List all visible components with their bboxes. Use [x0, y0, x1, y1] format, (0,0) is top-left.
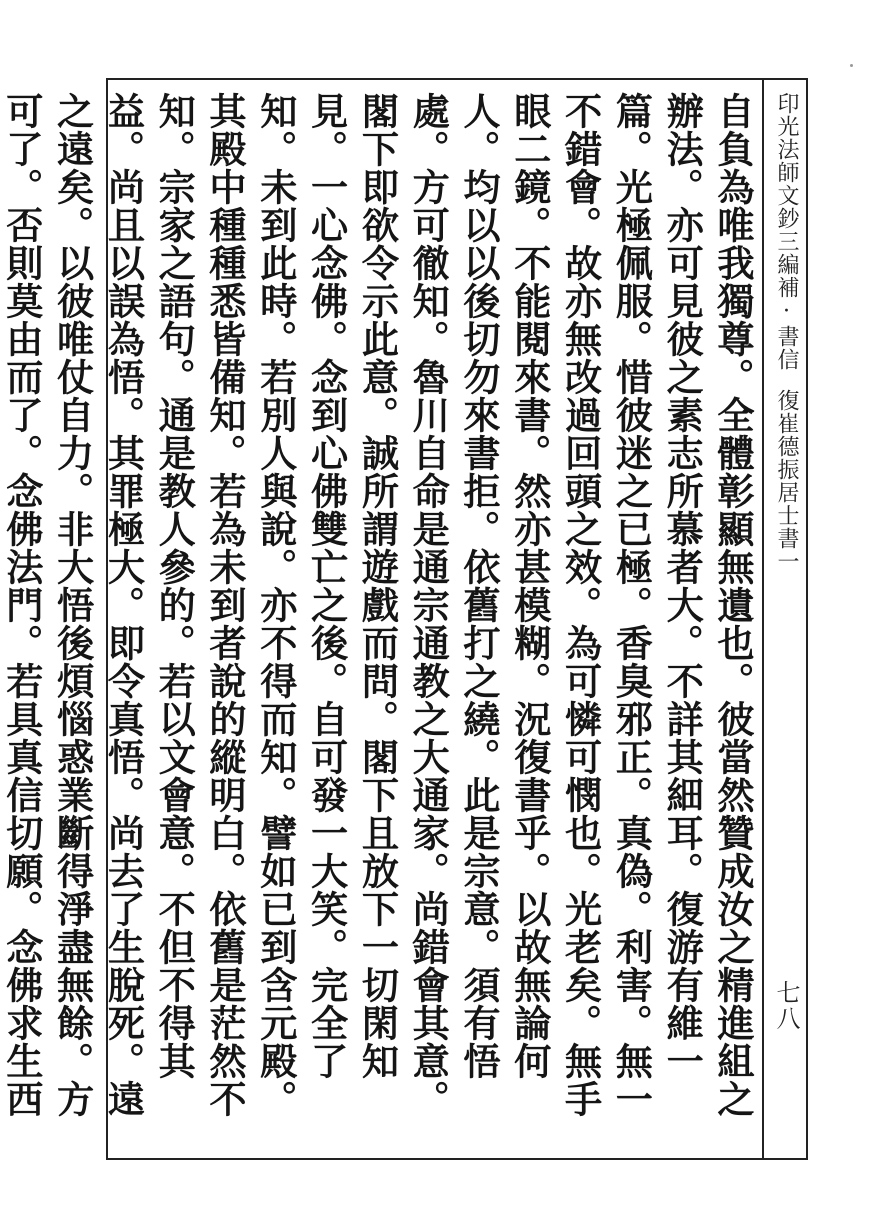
scan-speck [850, 64, 853, 67]
header-divider-line [762, 78, 764, 1160]
running-header [766, 92, 806, 812]
book-title: 印光法師文鈔三編補 [774, 92, 799, 299]
section-title: 書信 [774, 325, 799, 371]
letter-body-text: 自負為唯我獨尊。全體彰顯無遺也。彼當然贊成汝之精進組之辦法。亦可見彼之素志所慕者大。不詳其細耳。復游有維一篇。光極佩服。惜彼迷之已極。香臭邪正。真偽。利害。無一不錯會。故亦無改過回頭之效。為可憐可憫也。光老矣。無手眼二鏡。不能閱來書。然亦甚模糊。況復書乎。以故無論何人。均以以後切勿來書拒。依舊打之繞。此是宗意。須有悟處。方可徹知。魯川自命是通宗通教之大通家。尚錯會其意。閣下即欲令示此意。誠所謂遊戲而問。閣下且放下一切閑知見。一心念佛。念到心佛雙亡之後。自可發一大笑。完全了知。未到此時。若別人與說。亦不得而知。譬如已到含元殿。其殿中種種悉皆備知。若為未到者說的縱明白。依舊是茫然不知。宗家之語句。通是教人參的。若以文會意。不但不得其益。尚且以誤為悟。其罪極大。即令真悟。尚去了生脫死。遠之遠矣。以彼唯仗自力。非大悟後煩惱惑業斷得淨盡無餘。方可了。否則莫由而了。念佛法門。若具真信切願。念佛求生西 [0, 92, 755, 1118]
page-number: 七八 [772, 980, 800, 1032]
letter-title: 復崔德振居士書一 [774, 389, 799, 573]
header-separator: · [774, 299, 799, 325]
